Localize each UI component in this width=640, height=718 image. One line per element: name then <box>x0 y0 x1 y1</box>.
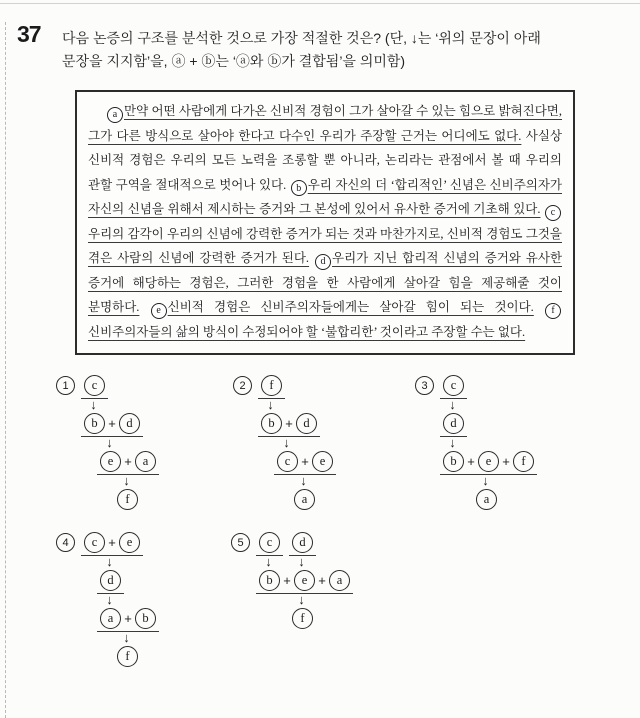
argument-diagram <box>440 375 544 514</box>
node-circle-e: e <box>119 532 140 553</box>
premise-group-underlined <box>256 570 353 594</box>
node-circle-d: d <box>296 413 317 434</box>
support-arrow-icon: ↓ <box>449 397 456 412</box>
diagram-row <box>81 413 185 438</box>
diagram-row <box>256 570 360 595</box>
passage-label-circle: d <box>315 254 331 270</box>
choice-5-number: 5 <box>231 533 250 552</box>
passage-label-circle: f <box>545 303 561 319</box>
argument-diagram <box>81 375 185 514</box>
diagram-arrow-row <box>81 435 185 451</box>
diagram-row <box>81 570 185 595</box>
diagram-arrow-row <box>256 554 360 570</box>
plus-sign: + <box>108 535 116 550</box>
node-circle-a: a <box>329 570 350 591</box>
node-circle-c: c <box>277 451 298 472</box>
node-circle-d: d <box>100 570 121 591</box>
diagram-arrow-row <box>258 435 362 451</box>
plus-sign: + <box>301 454 309 469</box>
support-arrow-icon: ↓ <box>298 554 305 569</box>
choice-option-1[interactable] <box>56 375 185 514</box>
diagram-row <box>258 489 362 514</box>
premise-group-underlined <box>289 532 316 556</box>
support-arrow-icon: ↓ <box>106 592 113 607</box>
node-circle-a: a <box>294 489 315 510</box>
passage-sentence: 신비적 경험은 신비주의자들에게는 살아갈 힘이 되는 것이다. <box>167 300 534 314</box>
choice-4-number: 4 <box>56 533 75 552</box>
diagram-arrow-row <box>81 630 185 646</box>
choice-option-2[interactable] <box>233 375 362 514</box>
node-circle-c: c <box>443 375 464 396</box>
node-circle-b: b <box>135 608 156 629</box>
node-circle-f: f <box>292 608 313 629</box>
passage-sentence: 만약 어떤 사람에게 다가온 신비적 경험이 그가 살아갈 수 있는 힘으로 밝혀진다면, 그가 다른 방식으로 살아야 한다고 다수인 우리가 주장할 근거는 어디에도 없다. <box>88 104 562 143</box>
choice-2-number: 2 <box>233 376 252 395</box>
plus-sign: + <box>124 454 132 469</box>
argument-diagram <box>256 532 360 633</box>
page-left-margin-line <box>5 22 6 718</box>
support-arrow-icon: ↓ <box>123 630 130 645</box>
node-circle-d: d <box>119 413 140 434</box>
support-arrow-icon: ↓ <box>106 435 113 450</box>
diagram-arrow-row <box>440 473 544 489</box>
premise-group-underlined <box>81 413 143 437</box>
diagram-arrow-row <box>258 397 362 413</box>
support-arrow-icon: ↓ <box>283 435 290 450</box>
node-circle-f: f <box>261 375 282 396</box>
premise-group-underlined <box>440 413 467 437</box>
node-circle-a: a <box>100 608 121 629</box>
passage-sentence: 우리의 감각이 우리의 신념에 강력한 증거가 되는 것과 마찬가지로, 신비적 경험도 그것을 겪은 사람의 신념에 강력한 증거가 된다. <box>88 226 562 265</box>
node-circle-d: d <box>292 532 313 553</box>
passage-label-circle: c <box>545 205 561 221</box>
passage-label-circle: e <box>151 303 167 319</box>
conclusion-node-group <box>289 608 316 631</box>
premise-group-underlined <box>274 451 336 475</box>
node-circle-b: b <box>84 413 105 434</box>
support-arrow-icon: ↓ <box>90 397 97 412</box>
diagram-arrow-row <box>440 397 544 413</box>
diagram-row <box>440 451 544 476</box>
conclusion-node-group <box>473 489 500 512</box>
node-circle-a: a <box>135 451 156 472</box>
question-text: 다음 논증의 구조를 분석한 것으로 가장 적절한 것은? (단, ↓는 ‘위의 문장이 아래 문장을 지지함’을, ⓐ + ⓑ는 ‘ⓐ와 ⓑ가 결합됨’을 의미함) <box>62 30 541 69</box>
node-circle-e: e <box>100 451 121 472</box>
argument-diagram <box>81 532 185 671</box>
plus-sign: + <box>502 454 510 469</box>
plus-sign: + <box>108 416 116 431</box>
diagram-row <box>81 608 185 633</box>
plus-sign: + <box>283 573 291 588</box>
node-circle-e: e <box>294 570 315 591</box>
passage-box <box>75 90 575 355</box>
node-circle-d: d <box>443 413 464 434</box>
premise-group-underlined <box>81 532 143 556</box>
premise-group-underlined <box>440 375 467 399</box>
node-circle-c: c <box>84 532 105 553</box>
node-circle-b: b <box>443 451 464 472</box>
premise-group-underlined <box>258 413 320 437</box>
passage-sentence: 우리가 지닌 합리적 신념의 증거와 유사한 증거에 해당하는 경험은, 그러한 경험을 한 사람에게 살아갈 힘을 제공해줄 것이 분명하다. <box>88 251 563 314</box>
choice-option-3[interactable] <box>415 375 544 514</box>
support-arrow-icon: ↓ <box>482 473 489 488</box>
plus-sign: + <box>285 416 293 431</box>
choice-option-5[interactable] <box>231 532 360 633</box>
diagram-arrow-row <box>258 473 362 489</box>
premise-group-underlined <box>81 375 108 399</box>
diagram-row <box>81 532 185 557</box>
choice-3-number: 3 <box>415 376 434 395</box>
conclusion-node-group <box>114 489 141 512</box>
passage-sentence: 사실상 신비적 경험은 우리의 모든 노력을 조롱할 뿐 아니라, 논리라는 관점에서 볼 때 우리의 관할 구역을 절대적으로 벗어나 있다. <box>88 128 563 192</box>
support-arrow-icon: ↓ <box>123 473 130 488</box>
diagram-arrow-row <box>81 554 185 570</box>
passage-text <box>88 99 562 344</box>
support-arrow-icon: ↓ <box>300 473 307 488</box>
passage-label-circle: b <box>291 180 307 196</box>
choice-1-number: 1 <box>56 376 75 395</box>
passage-label-circle: a <box>107 107 123 123</box>
node-circle-f: f <box>513 451 534 472</box>
node-circle-b: b <box>261 413 282 434</box>
diagram-row <box>256 608 360 633</box>
support-arrow-icon: ↓ <box>449 435 456 450</box>
node-circle-e: e <box>312 451 333 472</box>
diagram-row <box>81 451 185 476</box>
support-arrow-icon: ↓ <box>267 397 274 412</box>
premise-group-underlined <box>440 451 537 475</box>
premise-group-underlined <box>256 532 283 556</box>
node-circle-f: f <box>117 489 138 510</box>
plus-sign: + <box>318 573 326 588</box>
diagram-arrow-row <box>440 435 544 451</box>
premise-group-underlined <box>97 570 124 594</box>
passage-sentence: 신비주의자들의 삶의 방식이 수정되어야 할 ‘불합리한’ 것이라고 주장할 수는 없다. <box>88 324 526 339</box>
diagram-row <box>258 451 362 476</box>
support-arrow-icon: ↓ <box>106 554 113 569</box>
plus-sign: + <box>467 454 475 469</box>
premise-group-underlined <box>97 608 159 632</box>
diagram-row <box>81 489 185 514</box>
choice-option-4[interactable] <box>56 532 185 671</box>
plus-sign: + <box>124 611 132 626</box>
node-circle-e: e <box>478 451 499 472</box>
support-arrow-icon: ↓ <box>298 592 305 607</box>
diagram-arrow-row <box>81 397 185 413</box>
argument-diagram <box>258 375 362 514</box>
node-circle-a: a <box>476 489 497 510</box>
node-circle-c: c <box>84 375 105 396</box>
support-arrow-icon: ↓ <box>265 554 272 569</box>
premise-group-underlined <box>97 451 159 475</box>
premise-group-underlined <box>258 375 285 399</box>
conclusion-node-group <box>114 646 141 669</box>
passage-sentence: 우리 자신의 더 ‘합리적인’ 신념은 신비주의자가 자신의 신념을 위해서 제시하는 증거와 그 본성에 있어서 유사한 증거에 기초해 있다. <box>88 177 562 216</box>
conclusion-node-group <box>291 489 318 512</box>
diagram-arrow-row <box>81 592 185 608</box>
diagram-arrow-row <box>256 592 360 608</box>
diagram-row <box>81 646 185 671</box>
node-circle-f: f <box>117 646 138 667</box>
page-top-rule <box>0 3 640 4</box>
question-number: 37 <box>17 21 41 47</box>
node-circle-c: c <box>259 532 280 553</box>
diagram-arrow-row <box>81 473 185 489</box>
diagram-row <box>258 413 362 438</box>
node-circle-b: b <box>259 570 280 591</box>
diagram-row <box>440 489 544 514</box>
